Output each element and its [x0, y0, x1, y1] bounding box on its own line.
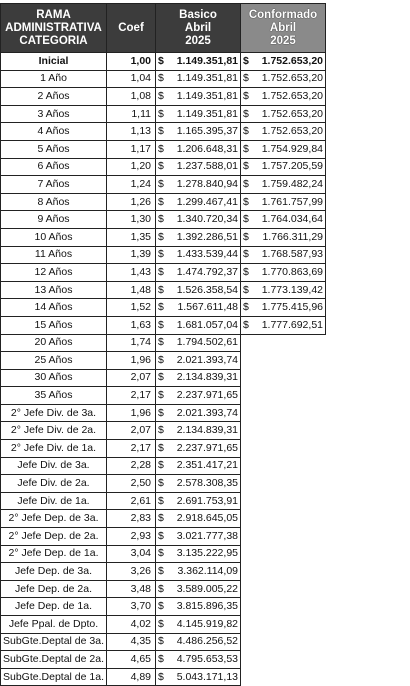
basic-value: 2.021.393,74 [176, 353, 238, 366]
currency-symbol: $ [158, 652, 164, 665]
table-row [1, 88, 326, 106]
coef-cell: 1,11 [107, 105, 156, 123]
currency-symbol: $ [158, 477, 164, 490]
coef-cell: 1,08 [107, 88, 156, 106]
coef-cell: 1,48 [107, 281, 156, 299]
header-category-line: RAMA [36, 8, 71, 21]
conformado-cell [241, 299, 326, 317]
currency-symbol: $ [158, 177, 164, 190]
coef-cell: 2,50 [107, 475, 156, 493]
empty-cell [241, 598, 326, 616]
basic-value: 1.149.351,81 [176, 54, 238, 67]
currency-symbol: $ [158, 265, 164, 278]
category-cell: 35 Años [1, 387, 107, 405]
category-cell: SubGte.Deptal de 2a. [1, 651, 107, 669]
category-cell: 1 Año [1, 70, 107, 88]
basic-cell [156, 492, 241, 510]
coef-cell: 1,30 [107, 211, 156, 229]
basic-cell [156, 158, 241, 176]
conformado-value: 1.764.034,64 [261, 213, 323, 226]
coef-cell: 2,07 [107, 369, 156, 387]
basic-value: 4.145.919,82 [176, 617, 238, 630]
conformado-cell [241, 228, 326, 246]
category-cell: 10 Años [1, 228, 107, 246]
conformado-value: 1.754.929,84 [261, 142, 323, 155]
basic-cell [156, 651, 241, 669]
coef-cell: 1,39 [107, 246, 156, 264]
basic-cell [156, 352, 241, 370]
currency-symbol: $ [158, 318, 164, 331]
category-cell: 2° Jefe Div. de 3a. [1, 404, 107, 422]
category-cell: Jefe Dep. de 2a. [1, 580, 107, 598]
currency-symbol: $ [243, 213, 249, 226]
basic-cell [156, 580, 241, 598]
category-cell: 2 Años [1, 88, 107, 106]
basic-cell [156, 422, 241, 440]
basic-cell [156, 105, 241, 123]
conformado-value: 1.777.692,51 [261, 318, 323, 331]
header-conformado [241, 4, 326, 53]
conformado-cell [241, 281, 326, 299]
conformado-value: 1.752.653,20 [261, 107, 323, 120]
empty-cell [241, 651, 326, 669]
conformado-value: 1.752.653,20 [261, 89, 323, 102]
basic-value: 4.795.653,53 [176, 652, 238, 665]
currency-symbol: $ [158, 547, 164, 560]
coef-cell: 1,20 [107, 158, 156, 176]
table-row [1, 404, 326, 422]
table-row [1, 246, 326, 264]
table-row [1, 633, 326, 651]
basic-value: 1.149.351,81 [176, 89, 238, 102]
header-coef: Coef [107, 4, 156, 53]
table-row [1, 316, 326, 334]
currency-symbol: $ [243, 283, 249, 296]
category-cell: 4 Años [1, 123, 107, 141]
category-cell: 2° Jefe Dep. de 2a. [1, 528, 107, 546]
coef-cell: 1,63 [107, 316, 156, 334]
basic-value: 2.237.971,65 [176, 441, 238, 454]
currency-symbol: $ [243, 248, 249, 261]
coef-cell: 1,96 [107, 352, 156, 370]
basic-cell [156, 616, 241, 634]
currency-symbol: $ [158, 336, 164, 349]
table-row [1, 440, 326, 458]
conformado-value: 1.770.863,69 [261, 265, 323, 278]
conformado-value: 1.761.757,99 [261, 195, 323, 208]
conformado-value: 1.757.205,59 [261, 160, 323, 173]
basic-value: 2.578.308,35 [176, 477, 238, 490]
table-row [1, 492, 326, 510]
conformado-value: 1.768.587,93 [261, 248, 323, 261]
conformado-cell [241, 193, 326, 211]
basic-value: 4.486.256,52 [176, 635, 238, 648]
table-row [1, 105, 326, 123]
conformado-value: 1.773.139,42 [261, 283, 323, 296]
basic-cell [156, 228, 241, 246]
coef-cell: 1,74 [107, 334, 156, 352]
table-row [1, 264, 326, 282]
basic-value: 1.149.351,81 [176, 107, 238, 120]
basic-cell [156, 334, 241, 352]
coef-cell: 4,89 [107, 668, 156, 686]
currency-symbol: $ [243, 195, 249, 208]
category-cell: Jefe Ppal. de Dpto. [1, 616, 107, 634]
coef-cell: 1,24 [107, 176, 156, 194]
basic-cell [156, 633, 241, 651]
table-row [1, 158, 326, 176]
conformado-cell [241, 53, 326, 71]
category-cell: 2° Jefe Div. de 2a. [1, 422, 107, 440]
table-row [1, 616, 326, 634]
table-row [1, 281, 326, 299]
table-row [1, 70, 326, 88]
basic-value: 3.021.777,38 [176, 529, 238, 542]
conformado-cell [241, 158, 326, 176]
currency-symbol: $ [158, 582, 164, 595]
header-conformado-line: 2025 [270, 34, 296, 47]
basic-value: 1.299.467,41 [176, 195, 238, 208]
currency-symbol: $ [158, 617, 164, 630]
category-cell: 25 Años [1, 352, 107, 370]
table-row [1, 299, 326, 317]
basic-value: 1.567.611,48 [177, 301, 238, 314]
category-cell: 11 Años [1, 246, 107, 264]
conformado-cell [241, 105, 326, 123]
currency-symbol: $ [243, 301, 249, 314]
basic-cell [156, 281, 241, 299]
header-basic-line: Abril [184, 21, 212, 34]
table-row [1, 598, 326, 616]
basic-cell [156, 140, 241, 158]
empty-cell [241, 633, 326, 651]
category-cell: 9 Años [1, 211, 107, 229]
coef-cell: 2,17 [107, 387, 156, 405]
category-cell: Jefe Dep. de 1a. [1, 598, 107, 616]
coef-cell: 1,43 [107, 264, 156, 282]
conformado-cell [241, 264, 326, 282]
basic-cell [156, 70, 241, 88]
conformado-cell [241, 316, 326, 334]
header-basic-line: 2025 [185, 34, 211, 47]
coef-cell: 4,02 [107, 616, 156, 634]
empty-cell [241, 510, 326, 528]
basic-cell [156, 457, 241, 475]
conformado-cell [241, 88, 326, 106]
table-row [1, 123, 326, 141]
basic-value: 1.340.720,34 [176, 213, 238, 226]
coef-cell: 3,04 [107, 545, 156, 563]
category-cell: 8 Años [1, 193, 107, 211]
coef-cell: 1,52 [107, 299, 156, 317]
basic-value: 2.021.393,74 [176, 406, 238, 419]
currency-symbol: $ [158, 670, 164, 683]
basic-value: 5.043.171,13 [176, 670, 238, 683]
coef-cell: 2,17 [107, 440, 156, 458]
table-row [1, 387, 326, 405]
basic-value: 1.165.395,37 [176, 125, 238, 138]
currency-symbol: $ [158, 600, 164, 613]
coef-cell: 4,35 [107, 633, 156, 651]
currency-symbol: $ [243, 318, 249, 331]
basic-value: 3.362.114,09 [177, 565, 238, 578]
basic-value: 1.278.840,94 [176, 177, 238, 190]
header-conformado-line: Conformado [248, 8, 318, 21]
table-row [1, 334, 326, 352]
conformado-cell [241, 140, 326, 158]
category-cell: Jefe Dep. de 3a. [1, 563, 107, 581]
table-row [1, 228, 326, 246]
table-row [1, 510, 326, 528]
basic-value: 3.135.222,95 [176, 547, 238, 560]
empty-cell [241, 616, 326, 634]
conformado-cell [241, 70, 326, 88]
coef-cell: 2,61 [107, 492, 156, 510]
basic-cell [156, 299, 241, 317]
currency-symbol: $ [158, 283, 164, 296]
currency-symbol: $ [158, 424, 164, 437]
table-row [1, 193, 326, 211]
empty-cell [241, 563, 326, 581]
currency-symbol: $ [158, 494, 164, 507]
currency-symbol: $ [158, 89, 164, 102]
basic-cell [156, 264, 241, 282]
coef-cell: 4,65 [107, 651, 156, 669]
currency-symbol: $ [158, 389, 164, 402]
empty-cell [241, 334, 326, 352]
coef-cell: 1,00 [107, 53, 156, 71]
basic-value: 3.589.005,22 [176, 582, 238, 595]
category-cell: Jefe Div. de 1a. [1, 492, 107, 510]
basic-cell [156, 563, 241, 581]
basic-cell [156, 475, 241, 493]
currency-symbol: $ [158, 72, 164, 85]
table-row [1, 528, 326, 546]
basic-cell [156, 53, 241, 71]
basic-value: 2.134.839,31 [176, 424, 238, 437]
currency-symbol: $ [243, 54, 249, 67]
currency-symbol: $ [158, 248, 164, 261]
table-body [1, 53, 326, 686]
table-row [1, 545, 326, 563]
currency-symbol: $ [158, 512, 164, 525]
basic-cell [156, 211, 241, 229]
header-basic [156, 4, 241, 53]
currency-symbol: $ [243, 160, 249, 173]
currency-symbol: $ [243, 107, 249, 120]
currency-symbol: $ [158, 371, 164, 384]
empty-cell [241, 580, 326, 598]
table-row [1, 352, 326, 370]
currency-symbol: $ [158, 353, 164, 366]
category-cell: SubGte.Deptal de 3a. [1, 633, 107, 651]
coef-cell: 2,93 [107, 528, 156, 546]
currency-symbol: $ [158, 529, 164, 542]
header-category-line: ADMINISTRATIVA [5, 21, 102, 34]
basic-value: 1.149.351,81 [176, 72, 238, 85]
coef-cell: 1,35 [107, 228, 156, 246]
conformado-cell [241, 246, 326, 264]
empty-cell [241, 475, 326, 493]
empty-cell [241, 422, 326, 440]
basic-cell [156, 440, 241, 458]
empty-cell [241, 387, 326, 405]
coef-cell: 3,26 [107, 563, 156, 581]
basic-cell [156, 88, 241, 106]
table-row [1, 369, 326, 387]
conformado-cell [241, 211, 326, 229]
currency-symbol: $ [158, 441, 164, 454]
currency-symbol: $ [158, 160, 164, 173]
currency-symbol: $ [158, 107, 164, 120]
conformado-value: 1.759.482,24 [261, 177, 323, 190]
coef-cell: 1,96 [107, 404, 156, 422]
basic-value: 2.691.753,91 [176, 494, 238, 507]
conformado-cell [241, 123, 326, 141]
header-category-line: CATEGORIA [19, 34, 88, 47]
empty-cell [241, 668, 326, 686]
basic-cell [156, 193, 241, 211]
basic-cell [156, 528, 241, 546]
salary-table [0, 3, 326, 686]
category-cell: 12 Años [1, 264, 107, 282]
table-row [1, 668, 326, 686]
table-row [1, 475, 326, 493]
basic-value: 1.206.648,31 [176, 142, 238, 155]
coef-cell: 1,04 [107, 70, 156, 88]
empty-cell [241, 528, 326, 546]
basic-cell [156, 598, 241, 616]
table-row [1, 457, 326, 475]
category-cell: 2° Jefe Div. de 1a. [1, 440, 107, 458]
category-cell: 15 Años [1, 316, 107, 334]
empty-cell [241, 492, 326, 510]
coef-cell: 2,07 [107, 422, 156, 440]
coef-cell: 3,70 [107, 598, 156, 616]
currency-symbol: $ [158, 142, 164, 155]
basic-value: 3.815.896,35 [176, 600, 238, 613]
currency-symbol: $ [158, 54, 164, 67]
currency-symbol: $ [243, 72, 249, 85]
basic-value: 2.918.645,05 [176, 512, 238, 525]
header-category [1, 4, 107, 53]
basic-cell [156, 545, 241, 563]
currency-symbol: $ [158, 195, 164, 208]
coef-cell: 2,28 [107, 457, 156, 475]
table-row [1, 140, 326, 158]
currency-symbol: $ [158, 301, 164, 314]
empty-cell [241, 457, 326, 475]
category-cell: 13 Años [1, 281, 107, 299]
basic-value: 1.526.358,54 [176, 283, 238, 296]
currency-symbol: $ [158, 213, 164, 226]
currency-symbol: $ [243, 125, 249, 138]
currency-symbol: $ [158, 459, 164, 472]
table-row [1, 563, 326, 581]
basic-cell [156, 668, 241, 686]
empty-cell [241, 404, 326, 422]
basic-cell [156, 510, 241, 528]
basic-value: 1.392.286,51 [176, 230, 238, 243]
table-row [1, 580, 326, 598]
category-cell: 6 Años [1, 158, 107, 176]
table-row [1, 176, 326, 194]
currency-symbol: $ [243, 230, 249, 243]
header-conformado-line: Abril [269, 21, 297, 34]
conformado-cell [241, 176, 326, 194]
basic-value: 1.474.792,37 [176, 265, 238, 278]
basic-value: 1.433.539,44 [176, 248, 238, 261]
category-cell: 20 Años [1, 334, 107, 352]
basic-value: 1.794.502,61 [176, 336, 238, 349]
table-row [1, 651, 326, 669]
table-row [1, 53, 326, 71]
category-cell: 7 Años [1, 176, 107, 194]
category-cell: 30 Años [1, 369, 107, 387]
basic-value: 1.681.057,04 [176, 318, 238, 331]
currency-symbol: $ [243, 142, 249, 155]
currency-symbol: $ [243, 89, 249, 102]
conformado-value: 1.766.311,29 [262, 230, 323, 243]
currency-symbol: $ [243, 177, 249, 190]
coef-cell: 2,83 [107, 510, 156, 528]
table-row [1, 422, 326, 440]
basic-cell [156, 369, 241, 387]
currency-symbol: $ [158, 125, 164, 138]
coef-cell: 1,26 [107, 193, 156, 211]
coef-cell: 1,13 [107, 123, 156, 141]
basic-value: 2.237.971,65 [176, 389, 238, 402]
category-cell: Jefe Div. de 3a. [1, 457, 107, 475]
basic-cell [156, 176, 241, 194]
table-row [1, 211, 326, 229]
basic-cell [156, 123, 241, 141]
empty-cell [241, 369, 326, 387]
basic-value: 2.351.417,21 [176, 459, 238, 472]
empty-cell [241, 440, 326, 458]
basic-cell [156, 246, 241, 264]
empty-cell [241, 352, 326, 370]
currency-symbol: $ [158, 565, 164, 578]
basic-value: 1.237.588,01 [176, 160, 238, 173]
conformado-value: 1.752.653,20 [261, 54, 323, 67]
category-cell: Inicial [1, 53, 107, 71]
basic-cell [156, 404, 241, 422]
category-cell: 5 Años [1, 140, 107, 158]
currency-symbol: $ [158, 230, 164, 243]
basic-cell [156, 387, 241, 405]
basic-cell [156, 316, 241, 334]
currency-symbol: $ [243, 265, 249, 278]
conformado-value: 1.775.415,96 [261, 301, 323, 314]
coef-cell: 3,48 [107, 580, 156, 598]
coef-cell: 1,17 [107, 140, 156, 158]
category-cell: 2° Jefe Dep. de 3a. [1, 510, 107, 528]
category-cell: 14 Años [1, 299, 107, 317]
currency-symbol: $ [158, 635, 164, 648]
category-cell: 3 Años [1, 105, 107, 123]
currency-symbol: $ [158, 406, 164, 419]
category-cell: 2° Jefe Dep. de 1a. [1, 545, 107, 563]
conformado-value: 1.752.653,20 [261, 72, 323, 85]
category-cell: SubGte.Deptal de 1a. [1, 668, 107, 686]
basic-value: 2.134.839,31 [176, 371, 238, 384]
header-basic-line: Basico [179, 8, 217, 21]
empty-cell [241, 545, 326, 563]
conformado-value: 1.752.653,20 [261, 125, 323, 138]
category-cell: Jefe Div. de 2a. [1, 475, 107, 493]
